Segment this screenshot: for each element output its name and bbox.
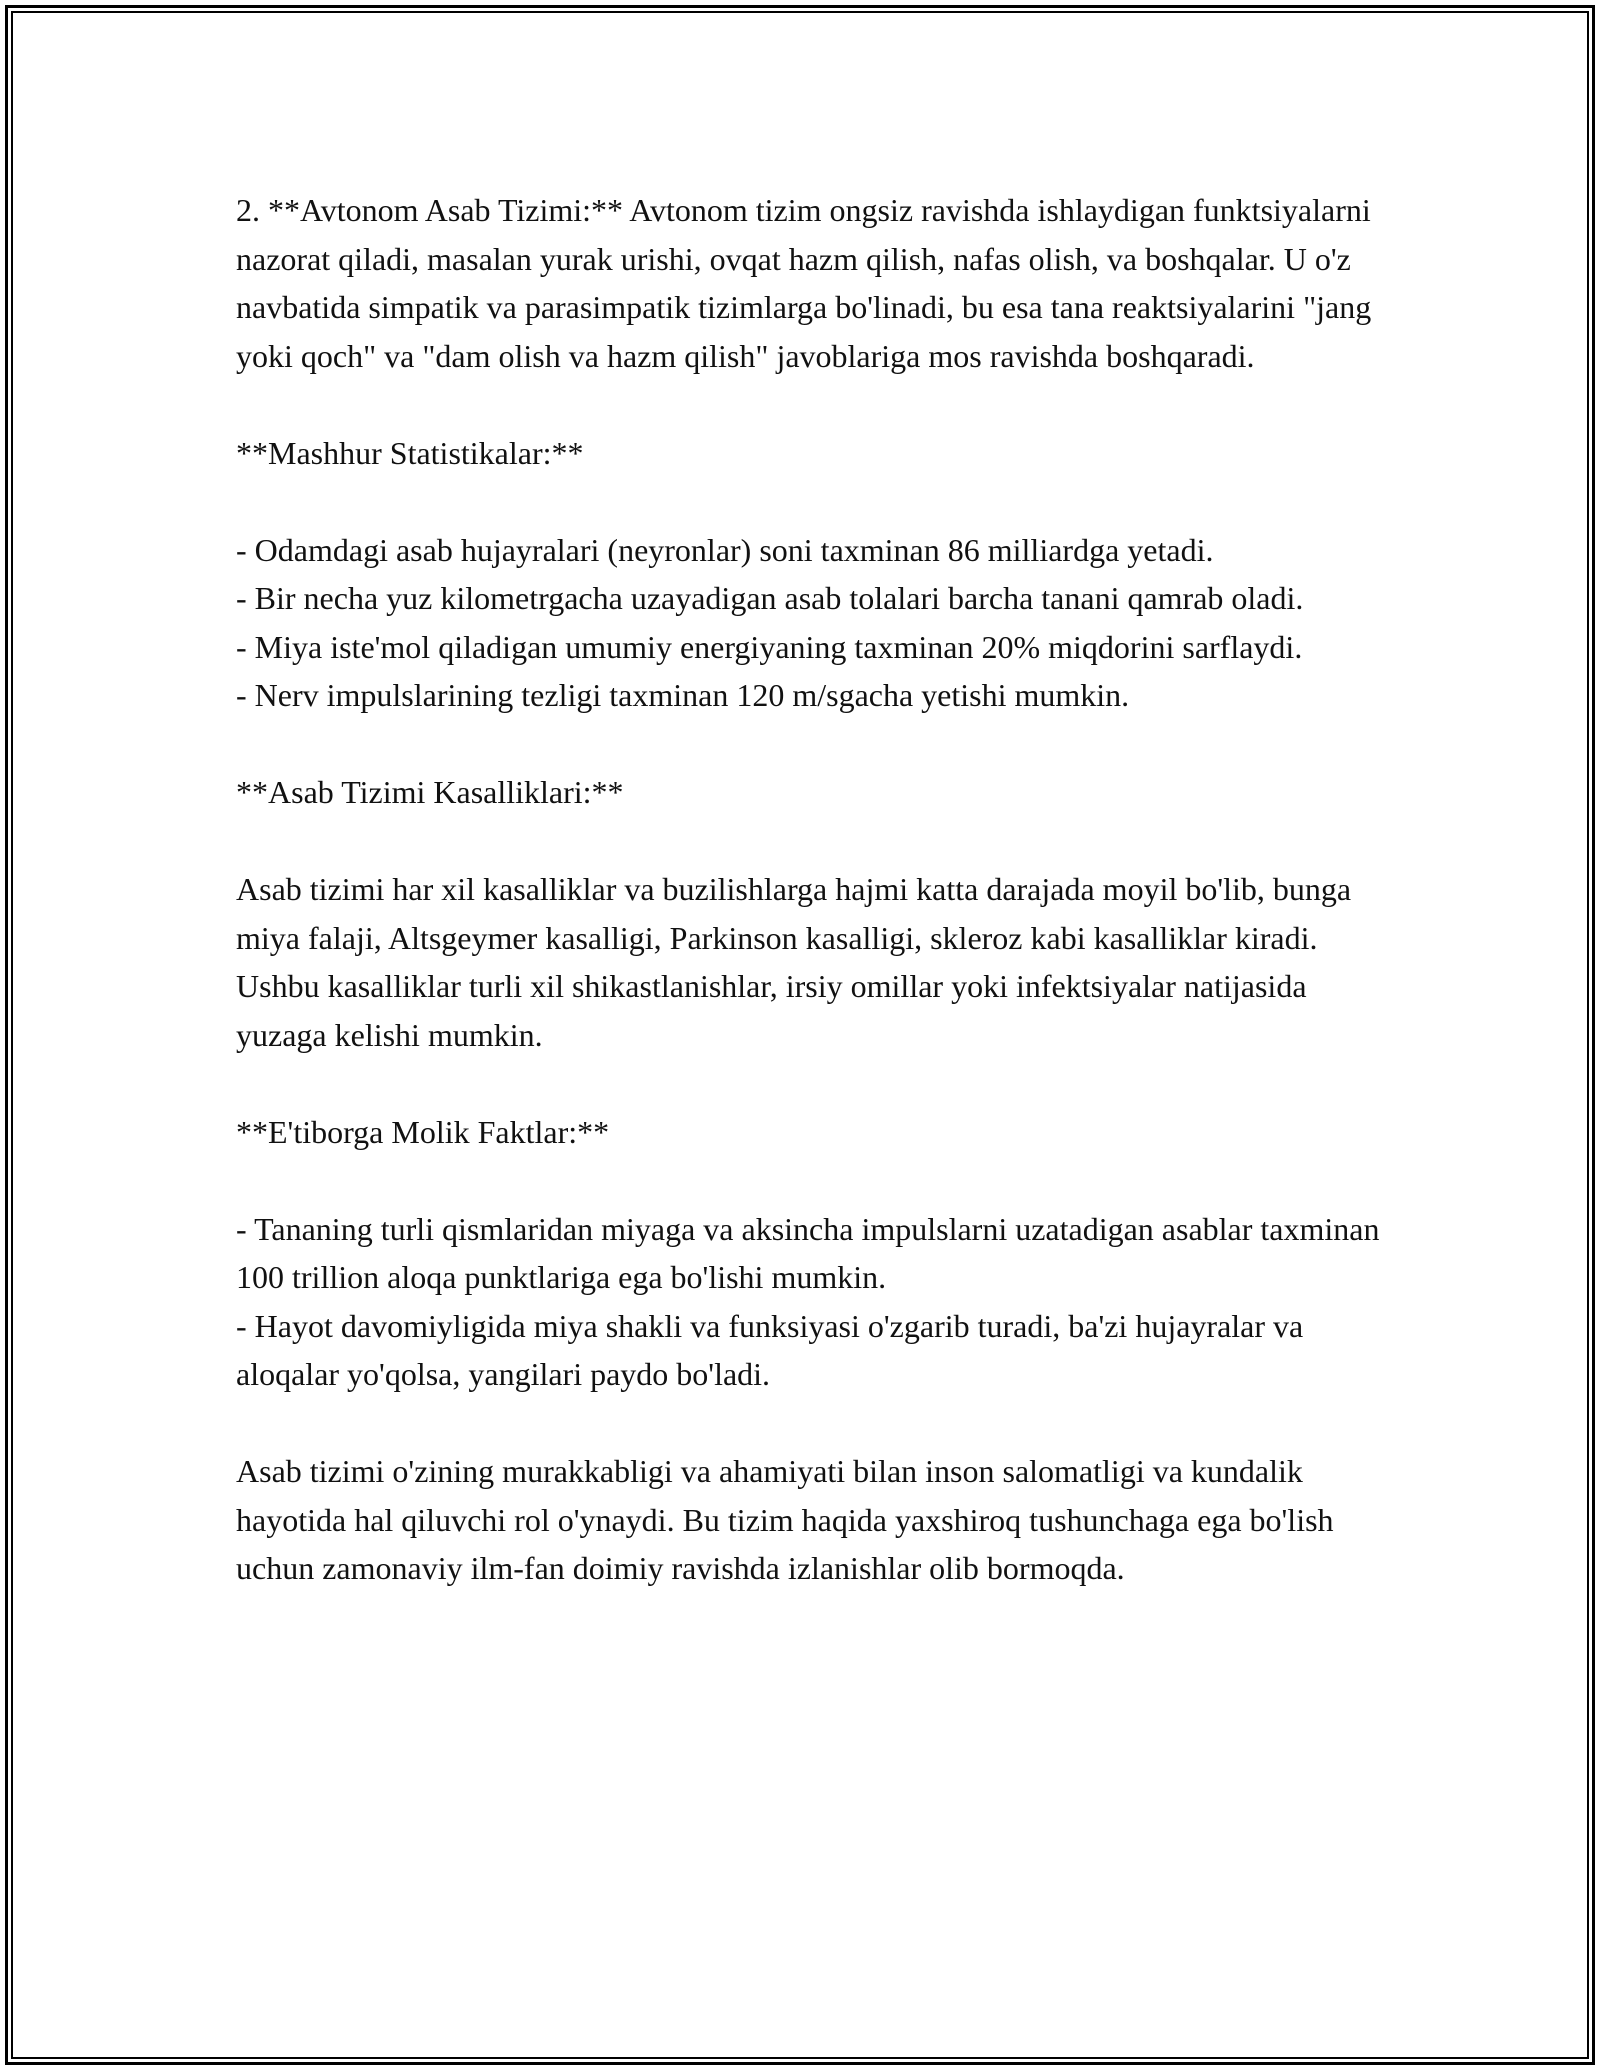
stats-item: - Miya iste'mol qiladigan umumiy energiyaning taxminan 20% miqdorini sarflaydi. bbox=[236, 628, 1303, 665]
stats-item: - Nerv impulslarining tezligi taxminan 120 m/sgacha yetishi mumkin. bbox=[236, 677, 1130, 713]
diseases-heading: **Asab Tizimi Kasalliklari:** bbox=[236, 774, 624, 810]
paragraph-spacer bbox=[236, 720, 1386, 769]
stats-item: - Odamdagi asab hujayralari (neyronlar) soni taxminan 86 milliardga yetadi. bbox=[236, 531, 1214, 568]
stats-item: - Bir necha yuz kilometrgacha uzayadigan asab tolalari barcha tanani qamrab oladi. bbox=[236, 580, 1304, 616]
conclusion-paragraph: Asab tizimi o'zining murakkabligi va ahamiyati bilan inson salomatligi va kundalik hayotida hal qiluvchi rol o'ynaydi. Bu tizim haqida yaxshiroq tushunchaga ega bo'lish uchun zamonaviy ilm-fan doimiy ravishda izlanishlar olib bormoqda. bbox=[236, 1453, 1334, 1586]
stats-heading: **Mashhur Statistikalar:** bbox=[236, 434, 584, 471]
paragraph-spacer bbox=[236, 817, 1386, 866]
paragraph-spacer bbox=[236, 1399, 1386, 1448]
autonomous-nervous-system-paragraph: 2. **Avtonom Asab Tizimi:** Avtonom tizim ongsiz ravishda ishlaydigan funktsiyalarni nazorat qiladi, masalan yurak urishi, ovqat hazm qilish, nafas olish, va boshqalar. U o'z navbatida simpatik va parasimpatik tizimlarga bo'linadi, bu esa tana reaktsiyalarini "jang yoki qoch" va "dam olish va hazm qilish" javoblariga mos ravishda boshqaradi. bbox=[236, 192, 1372, 374]
document-body bbox=[236, 186, 1386, 1593]
paragraph-spacer bbox=[236, 1059, 1386, 1108]
facts-item: - Hayot davomiyligida miya shakli va funksiyasi o'zgarib turadi, ba'zi hujayralar va aloqalar yo'qolsa, yangilari paydo bo'ladi. bbox=[236, 1307, 1304, 1392]
paragraph-spacer bbox=[236, 477, 1386, 526]
facts-heading: **E'tiborga Molik Faktlar:** bbox=[236, 1113, 610, 1150]
paragraph-spacer bbox=[236, 380, 1386, 429]
facts-item: - Tananing turli qismlaridan miyaga va aksincha impulslarni uzatadigan asablar taxminan 100 trillion aloqa punktlariga ega bo'lishi mumkin. bbox=[236, 1210, 1380, 1295]
diseases-paragraph: Asab tizimi har xil kasalliklar va buzilishlarga hajmi katta darajada moyil bo'lib, bunga miya falaji, Altsgeymer kasalligi, Parkinson kasalligi, skleroz kabi kasalliklar kiradi. Ushbu kasalliklar turli xil shikastlanishlar, irsiy omillar yoki infektsiyalar natijasida yuzaga kelishi mumkin. bbox=[236, 871, 1352, 1053]
paragraph-spacer bbox=[236, 1156, 1386, 1205]
